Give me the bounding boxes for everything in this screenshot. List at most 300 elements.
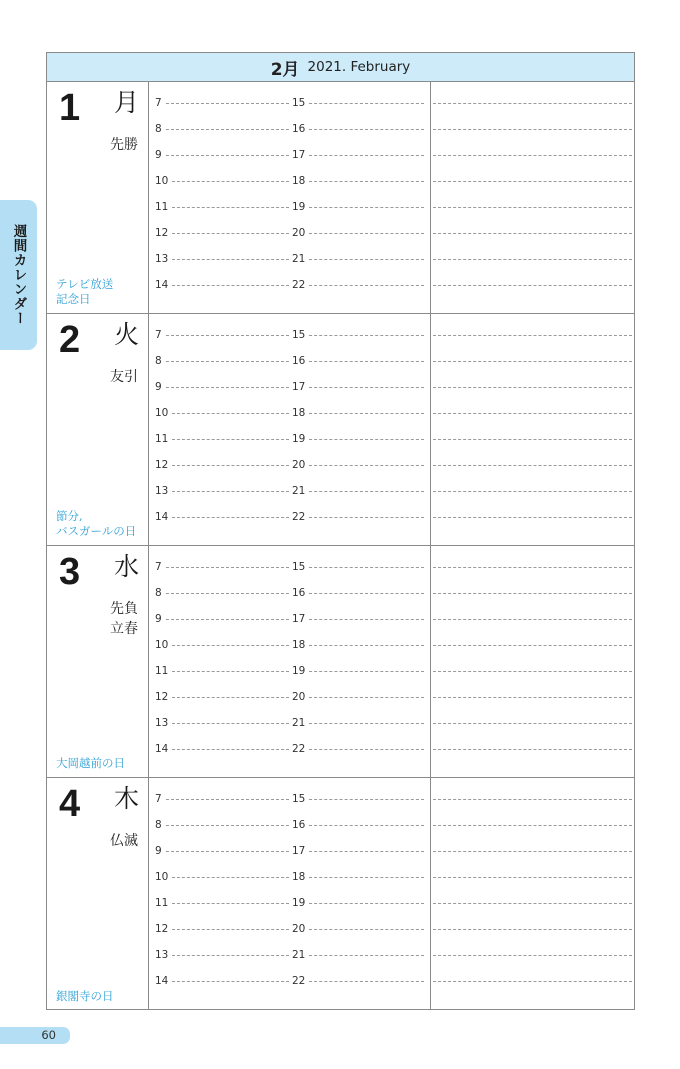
day-number: 1 [59, 87, 81, 129]
dashed-line [166, 103, 289, 104]
dashed-line [166, 155, 289, 156]
dashed-line [309, 799, 424, 800]
time-slot[interactable] [155, 736, 289, 762]
dashed-line [309, 851, 424, 852]
hour-label: 13 [155, 717, 169, 729]
time-slot[interactable] [155, 322, 289, 348]
hour-label: 7 [155, 561, 162, 573]
dashed-line [172, 749, 289, 750]
notes-area[interactable] [431, 546, 634, 777]
dashed-line [166, 593, 289, 594]
dashed-line [309, 155, 424, 156]
time-slot[interactable] [292, 786, 424, 812]
dashed-line [172, 181, 289, 182]
holiday-line: テレビ放送 [56, 277, 114, 291]
time-row [149, 632, 430, 658]
note-line [433, 697, 632, 698]
hour-label: 16 [292, 819, 306, 831]
month-label: 2021. February [307, 59, 411, 75]
dashed-line [166, 851, 289, 852]
time-slot[interactable] [292, 168, 424, 194]
hour-label: 8 [155, 123, 162, 135]
time-slot[interactable] [155, 220, 289, 246]
hour-label: 17 [292, 613, 306, 625]
day-block [47, 546, 634, 778]
dashed-line [309, 517, 424, 518]
hour-label: 9 [155, 613, 162, 625]
time-slot[interactable] [292, 478, 424, 504]
note-line [433, 361, 632, 362]
dashed-line [309, 697, 424, 698]
hour-label: 19 [292, 201, 306, 213]
hour-label: 15 [292, 793, 306, 805]
time-slot[interactable] [292, 864, 424, 890]
dashed-line [166, 361, 289, 362]
hour-label: 21 [292, 717, 306, 729]
notes-area[interactable] [431, 778, 634, 1010]
dashed-line [172, 645, 289, 646]
rokuyo: 友引 [110, 369, 138, 385]
day-block [47, 82, 634, 314]
note-line [433, 155, 632, 156]
time-slot[interactable] [155, 478, 289, 504]
dashed-line [166, 387, 289, 388]
hour-label: 19 [292, 433, 306, 445]
dashed-line [166, 799, 289, 800]
time-slot[interactable] [155, 812, 289, 838]
time-slot[interactable] [155, 580, 289, 606]
note-line [433, 799, 632, 800]
day-info [47, 82, 149, 313]
day-number: 2 [59, 319, 81, 361]
time-slot[interactable] [155, 710, 289, 736]
dashed-line [309, 981, 424, 982]
hour-label: 20 [292, 227, 306, 239]
dashed-line [172, 697, 289, 698]
time-row [149, 684, 430, 710]
dashed-line [309, 593, 424, 594]
note-line [433, 207, 632, 208]
time-row [149, 786, 430, 812]
time-slot[interactable] [292, 812, 424, 838]
note-line [433, 671, 632, 672]
time-row [149, 504, 430, 530]
time-slot[interactable] [155, 246, 289, 272]
hour-label: 22 [292, 279, 306, 291]
hour-label: 15 [292, 561, 306, 573]
hour-label: 16 [292, 355, 306, 367]
dashed-line [166, 825, 289, 826]
time-slot[interactable] [155, 916, 289, 942]
time-row [149, 580, 430, 606]
section-tab-label: 週間カレンダー [10, 224, 27, 326]
time-row [149, 116, 430, 142]
hour-label: 18 [292, 175, 306, 187]
page-number: 60 [0, 1027, 70, 1044]
time-slot[interactable] [155, 90, 289, 116]
time-row [149, 916, 430, 942]
time-slot[interactable] [292, 504, 424, 530]
note-line [433, 877, 632, 878]
dashed-line [309, 259, 424, 260]
weekday: 水 [114, 552, 140, 581]
time-slot[interactable] [155, 400, 289, 426]
hour-label: 21 [292, 253, 306, 265]
hour-label: 17 [292, 845, 306, 857]
note-line [433, 335, 632, 336]
hour-label: 21 [292, 485, 306, 497]
dashed-line [166, 129, 289, 130]
time-row [149, 736, 430, 762]
day-block [47, 778, 634, 1010]
dashed-line [172, 903, 289, 904]
time-row [149, 452, 430, 478]
time-slot[interactable] [292, 400, 424, 426]
time-row [149, 246, 430, 272]
hour-label: 11 [155, 433, 169, 445]
time-slot[interactable] [292, 452, 424, 478]
time-slot[interactable] [155, 684, 289, 710]
time-slot[interactable] [155, 374, 289, 400]
hour-label: 12 [155, 227, 169, 239]
hour-label: 12 [155, 923, 169, 935]
dashed-line [172, 723, 289, 724]
notes-area[interactable] [431, 82, 634, 313]
dashed-line [172, 285, 289, 286]
notes-area[interactable] [431, 314, 634, 545]
note-line [433, 259, 632, 260]
note-line [433, 619, 632, 620]
calendar-frame [46, 52, 635, 1010]
note-line [433, 103, 632, 104]
time-slot[interactable] [292, 272, 424, 298]
note-line [433, 387, 632, 388]
time-slot[interactable] [155, 272, 289, 298]
dashed-line [172, 877, 289, 878]
dashed-line [172, 929, 289, 930]
hour-label: 10 [155, 175, 169, 187]
hour-label: 17 [292, 149, 306, 161]
hour-label: 10 [155, 871, 169, 883]
time-slot[interactable] [155, 786, 289, 812]
time-slot[interactable] [292, 580, 424, 606]
dashed-line [172, 233, 289, 234]
dashed-line [309, 567, 424, 568]
month-header [47, 53, 634, 82]
note-line [433, 723, 632, 724]
dashed-line [309, 439, 424, 440]
time-row [149, 168, 430, 194]
dashed-line [309, 103, 424, 104]
time-slot[interactable] [292, 968, 424, 994]
time-slot[interactable] [292, 116, 424, 142]
time-slot[interactable] [292, 322, 424, 348]
hour-label: 19 [292, 897, 306, 909]
time-row [149, 90, 430, 116]
time-slot[interactable] [155, 504, 289, 530]
note-line [433, 929, 632, 930]
hour-label: 14 [155, 743, 169, 755]
day-info [47, 778, 149, 1010]
dashed-line [166, 335, 289, 336]
time-slot[interactable] [292, 348, 424, 374]
hour-label: 21 [292, 949, 306, 961]
time-row [149, 890, 430, 916]
time-row [149, 838, 430, 864]
day-info [47, 314, 149, 545]
note-line [433, 491, 632, 492]
dashed-line [309, 749, 424, 750]
time-row [149, 142, 430, 168]
time-row [149, 968, 430, 994]
note-line [433, 825, 632, 826]
dashed-line [172, 981, 289, 982]
note-line [433, 181, 632, 182]
time-slot[interactable] [155, 348, 289, 374]
rokuyo: 仏滅 [110, 833, 138, 849]
time-slots [149, 778, 431, 1010]
hour-label: 15 [292, 329, 306, 341]
time-slot[interactable] [155, 632, 289, 658]
hour-label: 19 [292, 665, 306, 677]
time-slot[interactable] [155, 426, 289, 452]
note-line [433, 129, 632, 130]
hour-label: 16 [292, 587, 306, 599]
time-slot[interactable] [292, 890, 424, 916]
note-line [433, 981, 632, 982]
note-line [433, 567, 632, 568]
hour-label: 8 [155, 819, 162, 831]
time-slot[interactable] [155, 838, 289, 864]
dashed-line [172, 413, 289, 414]
hour-label: 12 [155, 459, 169, 471]
time-slot[interactable] [292, 90, 424, 116]
hour-label: 7 [155, 793, 162, 805]
time-slot[interactable] [292, 220, 424, 246]
time-slot[interactable] [292, 838, 424, 864]
dashed-line [309, 335, 424, 336]
time-row [149, 554, 430, 580]
hour-label: 11 [155, 665, 169, 677]
time-slot[interactable] [155, 116, 289, 142]
hour-label: 13 [155, 253, 169, 265]
hour-label: 14 [155, 279, 169, 291]
dashed-line [309, 491, 424, 492]
dashed-line [172, 259, 289, 260]
time-slots [149, 82, 431, 313]
hour-label: 15 [292, 97, 306, 109]
time-slot[interactable] [292, 942, 424, 968]
hour-label: 9 [155, 845, 162, 857]
day-block [47, 314, 634, 546]
hour-label: 13 [155, 485, 169, 497]
dashed-line [166, 567, 289, 568]
time-row [149, 374, 430, 400]
time-slot[interactable] [155, 168, 289, 194]
note-line [433, 903, 632, 904]
time-row [149, 942, 430, 968]
weekday: 火 [114, 320, 140, 349]
time-slot[interactable] [292, 632, 424, 658]
day-number: 3 [59, 551, 81, 593]
time-slot[interactable] [292, 374, 424, 400]
time-slot[interactable] [292, 142, 424, 168]
hour-label: 14 [155, 511, 169, 523]
holiday-line: バスガールの日 [56, 524, 137, 538]
time-row [149, 478, 430, 504]
time-slots [149, 314, 431, 545]
dashed-line [309, 129, 424, 130]
time-slot[interactable] [155, 968, 289, 994]
dashed-line [309, 465, 424, 466]
hour-label: 9 [155, 381, 162, 393]
time-slot[interactable] [292, 194, 424, 220]
holiday-note [56, 509, 136, 539]
hour-label: 22 [292, 511, 306, 523]
time-row [149, 864, 430, 890]
hour-label: 18 [292, 407, 306, 419]
holiday-note [56, 756, 125, 771]
time-row [149, 322, 430, 348]
day-info [47, 546, 149, 777]
dashed-line [309, 207, 424, 208]
note-line [433, 439, 632, 440]
dashed-line [309, 361, 424, 362]
time-row [149, 812, 430, 838]
dashed-line [309, 903, 424, 904]
hour-label: 22 [292, 743, 306, 755]
note-line [433, 517, 632, 518]
dashed-line [309, 181, 424, 182]
hour-label: 18 [292, 639, 306, 651]
time-row [149, 400, 430, 426]
rokuyo: 先勝 [110, 137, 138, 153]
note-line [433, 851, 632, 852]
note-line [433, 749, 632, 750]
dashed-line [309, 671, 424, 672]
time-slot[interactable] [155, 554, 289, 580]
weekday: 木 [114, 784, 140, 813]
time-slot[interactable] [155, 452, 289, 478]
time-slot[interactable] [155, 606, 289, 632]
note-line [433, 645, 632, 646]
time-slot[interactable] [292, 684, 424, 710]
time-slot[interactable] [292, 736, 424, 762]
time-row [149, 710, 430, 736]
time-slot[interactable] [292, 606, 424, 632]
day-number: 4 [59, 783, 81, 825]
dashed-line [309, 955, 424, 956]
hour-label: 12 [155, 691, 169, 703]
dashed-line [166, 619, 289, 620]
note-line [433, 593, 632, 594]
time-slot[interactable] [292, 916, 424, 942]
hour-label: 17 [292, 381, 306, 393]
note-line [433, 285, 632, 286]
holiday-note [56, 989, 114, 1004]
hour-label: 20 [292, 459, 306, 471]
section-tab[interactable] [0, 200, 37, 350]
dashed-line [172, 671, 289, 672]
dashed-line [172, 207, 289, 208]
hour-label: 11 [155, 201, 169, 213]
dashed-line [309, 929, 424, 930]
hour-label: 7 [155, 97, 162, 109]
dashed-line [172, 955, 289, 956]
note-line [433, 413, 632, 414]
dashed-line [309, 645, 424, 646]
dashed-line [309, 619, 424, 620]
time-slots [149, 546, 431, 777]
time-row [149, 272, 430, 298]
hour-label: 13 [155, 949, 169, 961]
time-row [149, 606, 430, 632]
hour-label: 8 [155, 587, 162, 599]
dashed-line [309, 413, 424, 414]
hour-label: 11 [155, 897, 169, 909]
holiday-line: 節分, [56, 509, 83, 523]
time-slot[interactable] [155, 142, 289, 168]
holiday-line: 銀閣寺の日 [56, 989, 114, 1003]
hour-label: 22 [292, 975, 306, 987]
hour-label: 16 [292, 123, 306, 135]
time-slot[interactable] [292, 710, 424, 736]
dashed-line [309, 285, 424, 286]
hour-label: 9 [155, 149, 162, 161]
rokuyo: 先負 立春 [110, 601, 138, 637]
note-line [433, 233, 632, 234]
time-row [149, 426, 430, 452]
dashed-line [309, 825, 424, 826]
time-slot[interactable] [155, 658, 289, 684]
hour-label: 20 [292, 691, 306, 703]
time-row [149, 348, 430, 374]
time-row [149, 220, 430, 246]
dashed-line [172, 491, 289, 492]
hour-label: 20 [292, 923, 306, 935]
time-row [149, 658, 430, 684]
hour-label: 8 [155, 355, 162, 367]
dashed-line [309, 723, 424, 724]
dashed-line [309, 233, 424, 234]
holiday-line: 大岡越前の日 [56, 756, 125, 770]
dashed-line [172, 439, 289, 440]
weekday: 月 [114, 88, 140, 117]
hour-label: 7 [155, 329, 162, 341]
time-slot[interactable] [292, 426, 424, 452]
hour-label: 14 [155, 975, 169, 987]
time-slot[interactable] [292, 554, 424, 580]
note-line [433, 955, 632, 956]
hour-label: 18 [292, 871, 306, 883]
time-slot[interactable] [155, 864, 289, 890]
dashed-line [309, 387, 424, 388]
hour-label: 10 [155, 407, 169, 419]
time-slot[interactable] [292, 658, 424, 684]
time-row [149, 194, 430, 220]
holiday-line: 記念日 [56, 292, 91, 306]
month-number: 2月 [270, 59, 300, 80]
holiday-note [56, 277, 113, 307]
time-slot[interactable] [155, 194, 289, 220]
dashed-line [309, 877, 424, 878]
time-slot[interactable] [292, 246, 424, 272]
note-line [433, 465, 632, 466]
dashed-line [172, 465, 289, 466]
dashed-line [172, 517, 289, 518]
time-slot[interactable] [155, 942, 289, 968]
time-slot[interactable] [155, 890, 289, 916]
